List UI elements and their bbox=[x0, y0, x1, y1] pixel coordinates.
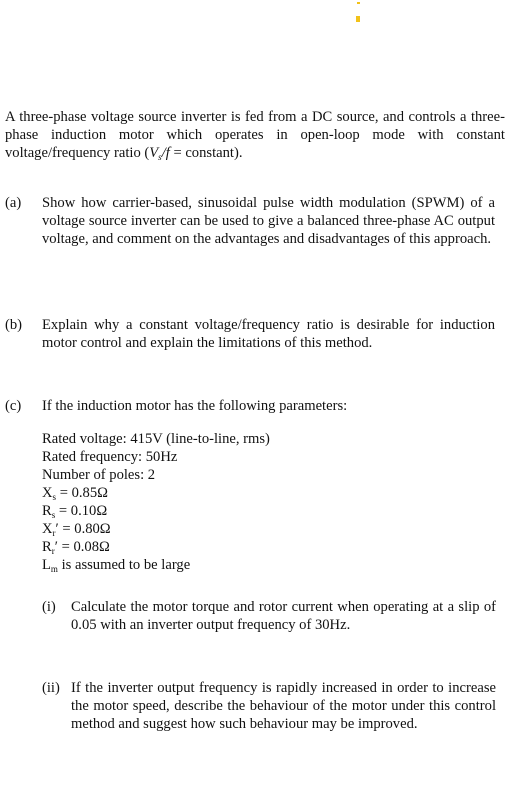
param-rr bbox=[42, 538, 270, 556]
vs-subscript: s bbox=[158, 152, 162, 162]
param-rated-voltage: Rated voltage: 415V (line-to-line, rms) bbox=[42, 431, 270, 447]
param-value: ′ = 0.80Ω bbox=[55, 521, 111, 537]
question-label: (b) bbox=[5, 317, 23, 333]
param-xr bbox=[42, 520, 270, 538]
question-text: Explain why a constant voltage/frequency ratio is desirable for induction motor control and explain the limitations of this method. bbox=[42, 317, 495, 351]
question-text: If the induction motor has the following parameters: bbox=[42, 398, 348, 414]
param-subscript: r bbox=[52, 528, 56, 538]
param-subscript: m bbox=[50, 564, 58, 574]
param-subscript: s bbox=[52, 492, 57, 502]
param-xs bbox=[42, 484, 270, 502]
highlight-mark bbox=[357, 2, 360, 4]
param-value: = 0.10Ω bbox=[55, 503, 108, 519]
param-lm bbox=[42, 556, 270, 574]
param-symbol: X bbox=[42, 485, 53, 501]
sub-question-label: (ii) bbox=[42, 680, 60, 696]
param-symbol: R bbox=[42, 503, 52, 519]
question-label: (a) bbox=[5, 195, 22, 211]
vs-symbol bbox=[149, 145, 170, 161]
param-symbol: L bbox=[42, 557, 51, 573]
param-symbol: R bbox=[42, 539, 52, 555]
sub-question-label: (i) bbox=[42, 599, 56, 615]
sub-question-text: Calculate the motor torque and rotor current when operating at a slip of 0.05 with an inverter output frequency of 30Hz. bbox=[71, 599, 496, 633]
param-subscript: s bbox=[51, 510, 56, 520]
param-poles: Number of poles: 2 bbox=[42, 467, 156, 483]
param-rated-frequency: Rated frequency: 50Hz bbox=[42, 449, 178, 465]
vs-symbol-letter: V bbox=[149, 145, 159, 161]
param-value: ′ = 0.08Ω bbox=[54, 539, 110, 555]
question-text: Show how carrier-based, sinusoidal pulse width modulation (SPWM) of a voltage source inverter can be used to give a balanced three-phase AC output voltage, and comment on the advantages and disadvantages of this approach. bbox=[42, 195, 495, 247]
intro-paragraph bbox=[5, 108, 505, 162]
f-symbol: /f bbox=[161, 145, 170, 161]
sub-question-text: If the inverter output frequency is rapidly increased in order to increase the motor speed, describe the behaviour of the motor under this control method and suggest how such behaviour may be improved. bbox=[71, 680, 496, 732]
param-value: is assumed to be large bbox=[57, 557, 191, 573]
param-subscript: r bbox=[51, 546, 55, 556]
intro-text-end: = constant). bbox=[169, 145, 243, 161]
highlight-marks bbox=[356, 0, 362, 26]
highlight-mark bbox=[356, 16, 360, 22]
parameter-list bbox=[42, 430, 270, 574]
param-symbol: X bbox=[42, 521, 53, 537]
intro-text: A three-phase voltage source inverter is fed from a DC source, and controls a three-phase induction motor which operates in open-loop mode with constant voltage/frequency ratio ( bbox=[5, 109, 505, 161]
param-rs bbox=[42, 502, 270, 520]
param-value: = 0.85Ω bbox=[56, 485, 108, 501]
question-label: (c) bbox=[5, 398, 22, 414]
